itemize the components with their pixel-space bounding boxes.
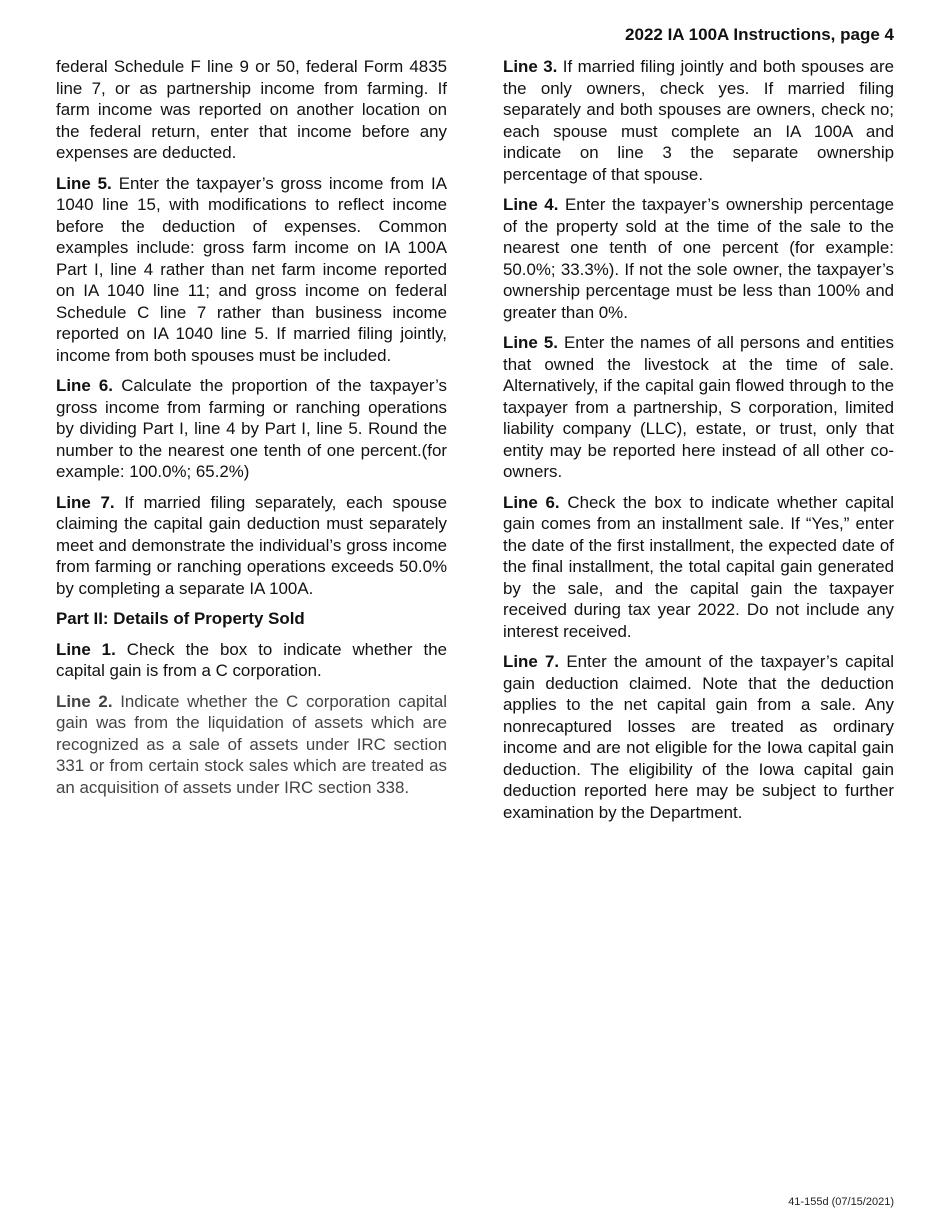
paragraph-part2-line-4 [503,194,894,323]
right-column [503,56,894,832]
line-label: Line 4. [503,195,559,214]
line-label: Line 6. [503,492,560,512]
line-label: Line 3. [503,57,558,76]
paragraph-part2-line-2 [56,691,447,799]
paragraph-text: Enter the taxpayer’s gross income from IA 1040 line 15, with modifications to reflect income before the deduction of expenses. Common examples include: gross farm income on IA 100A Part I, line 4 rather than net farm income reported on IA 1040 line 11; and gross income on federal Schedule C line 7 rather than business income reported on IA 1040 line 5. If married filing jointly, income from both spouses must be included. [56,173,447,365]
paragraph-part1-line-6 [56,375,447,483]
paragraph-farm-income-continued [56,56,447,164]
paragraph-part2-line-5 [503,332,894,483]
paragraph-part1-line-7 [56,492,447,600]
paragraph-text: Check the box to indicate whether capital gain comes from an installment sale. If “Yes,” enter the date of the first installment, the expected date of the final installment, the total capital gain generated by the sale, and the capital gain the taxpayer received during tax year 2022. Do not include any interest received. [503,492,894,641]
line-label: Line 7. [56,492,115,512]
line-label: Line 5. [56,173,112,193]
paragraph-part1-line-5 [56,173,447,367]
line-label: Line 6. [56,376,114,395]
paragraph-part2-line-3 [503,56,894,185]
paragraph-text: Calculate the proportion of the taxpayer’s gross income from farming or ranching operations by dividing Part I, line 4 by Part I, line 5. Round the number to the nearest one tenth of one percent.(for example: 100.0%; 65.2%) [56,376,447,481]
paragraph-part2-line-1 [56,639,447,682]
left-column [56,56,447,807]
line-label: Line 5. [503,333,558,352]
line-label: Line 7. [503,652,560,671]
section-heading-part-2: Part II: Details of Property Sold [56,609,305,628]
paragraph-text: If married filing separately, each spouse claiming the capital gain deduction must separately meet and demonstrate the individual’s gross income from farming or ranching operations exceeds 50.0% by completing a separate IA 100A. [56,492,447,598]
form-number-footer: 41-155d (07/15/2021) [788,1196,894,1208]
paragraph-text: Check the box to indicate whether the capital gain is from a C corporation. [56,639,447,680]
paragraph-part2-line-6 [503,492,894,643]
paragraph-part2-line-7 [503,651,894,823]
page-header-title: 2022 IA 100A Instructions, page 4 [625,25,894,44]
line-label: Line 1. [56,639,116,659]
paragraph-text: Enter the taxpayer’s ownership percentage of the property sold at the time of the sale to the nearest one tenth of one percent (for example: 50.0%; 33.3%). If not the sole owner, the taxpayer’s ownership percentage must be less than 100% and greater than 0%. [503,195,894,322]
paragraph-text: Indicate whether the C corporation capital gain was from the liquidation of assets which are recognized as a sale of assets under IRC section 331 or from certain stock sales which are treated as an acquisition of assets under IRC section 338. [56,691,447,797]
paragraph-text: federal Schedule F line 9 or 50, federal Form 4835 line 7, or as partnership income from farming. If farm income was reported on another location on the federal return, enter that income before any expenses are deducted. [56,57,447,162]
paragraph-text: If married filing jointly and both spouses are the only owners, check yes. If married filing separately and both spouses are owners, check no; each spouse must complete an IA 100A and indicate on line 3 the separate ownership percentage of that spouse. [503,57,894,184]
line-label: Line 2. [56,691,113,711]
paragraph-text: Enter the names of all persons and entities that owned the livestock at the time of sale. Alternatively, if the capital gain flowed through to the taxpayer from a partnership, S corporation, limited liability company (LLC), estate, or trust, only that entity may be reported here instead of all other co-owners. [503,333,894,481]
paragraph-text: Enter the amount of the taxpayer’s capital gain deduction claimed. Note that the deduction applies to the net capital gain from a sale. Any nonrecaptured losses are treated as ordinary income and are not eligible for the Iowa capital gain deduction. The eligibility of the Iowa capital gain deduction reported here may be subject to further examination by the Department. [503,652,894,822]
